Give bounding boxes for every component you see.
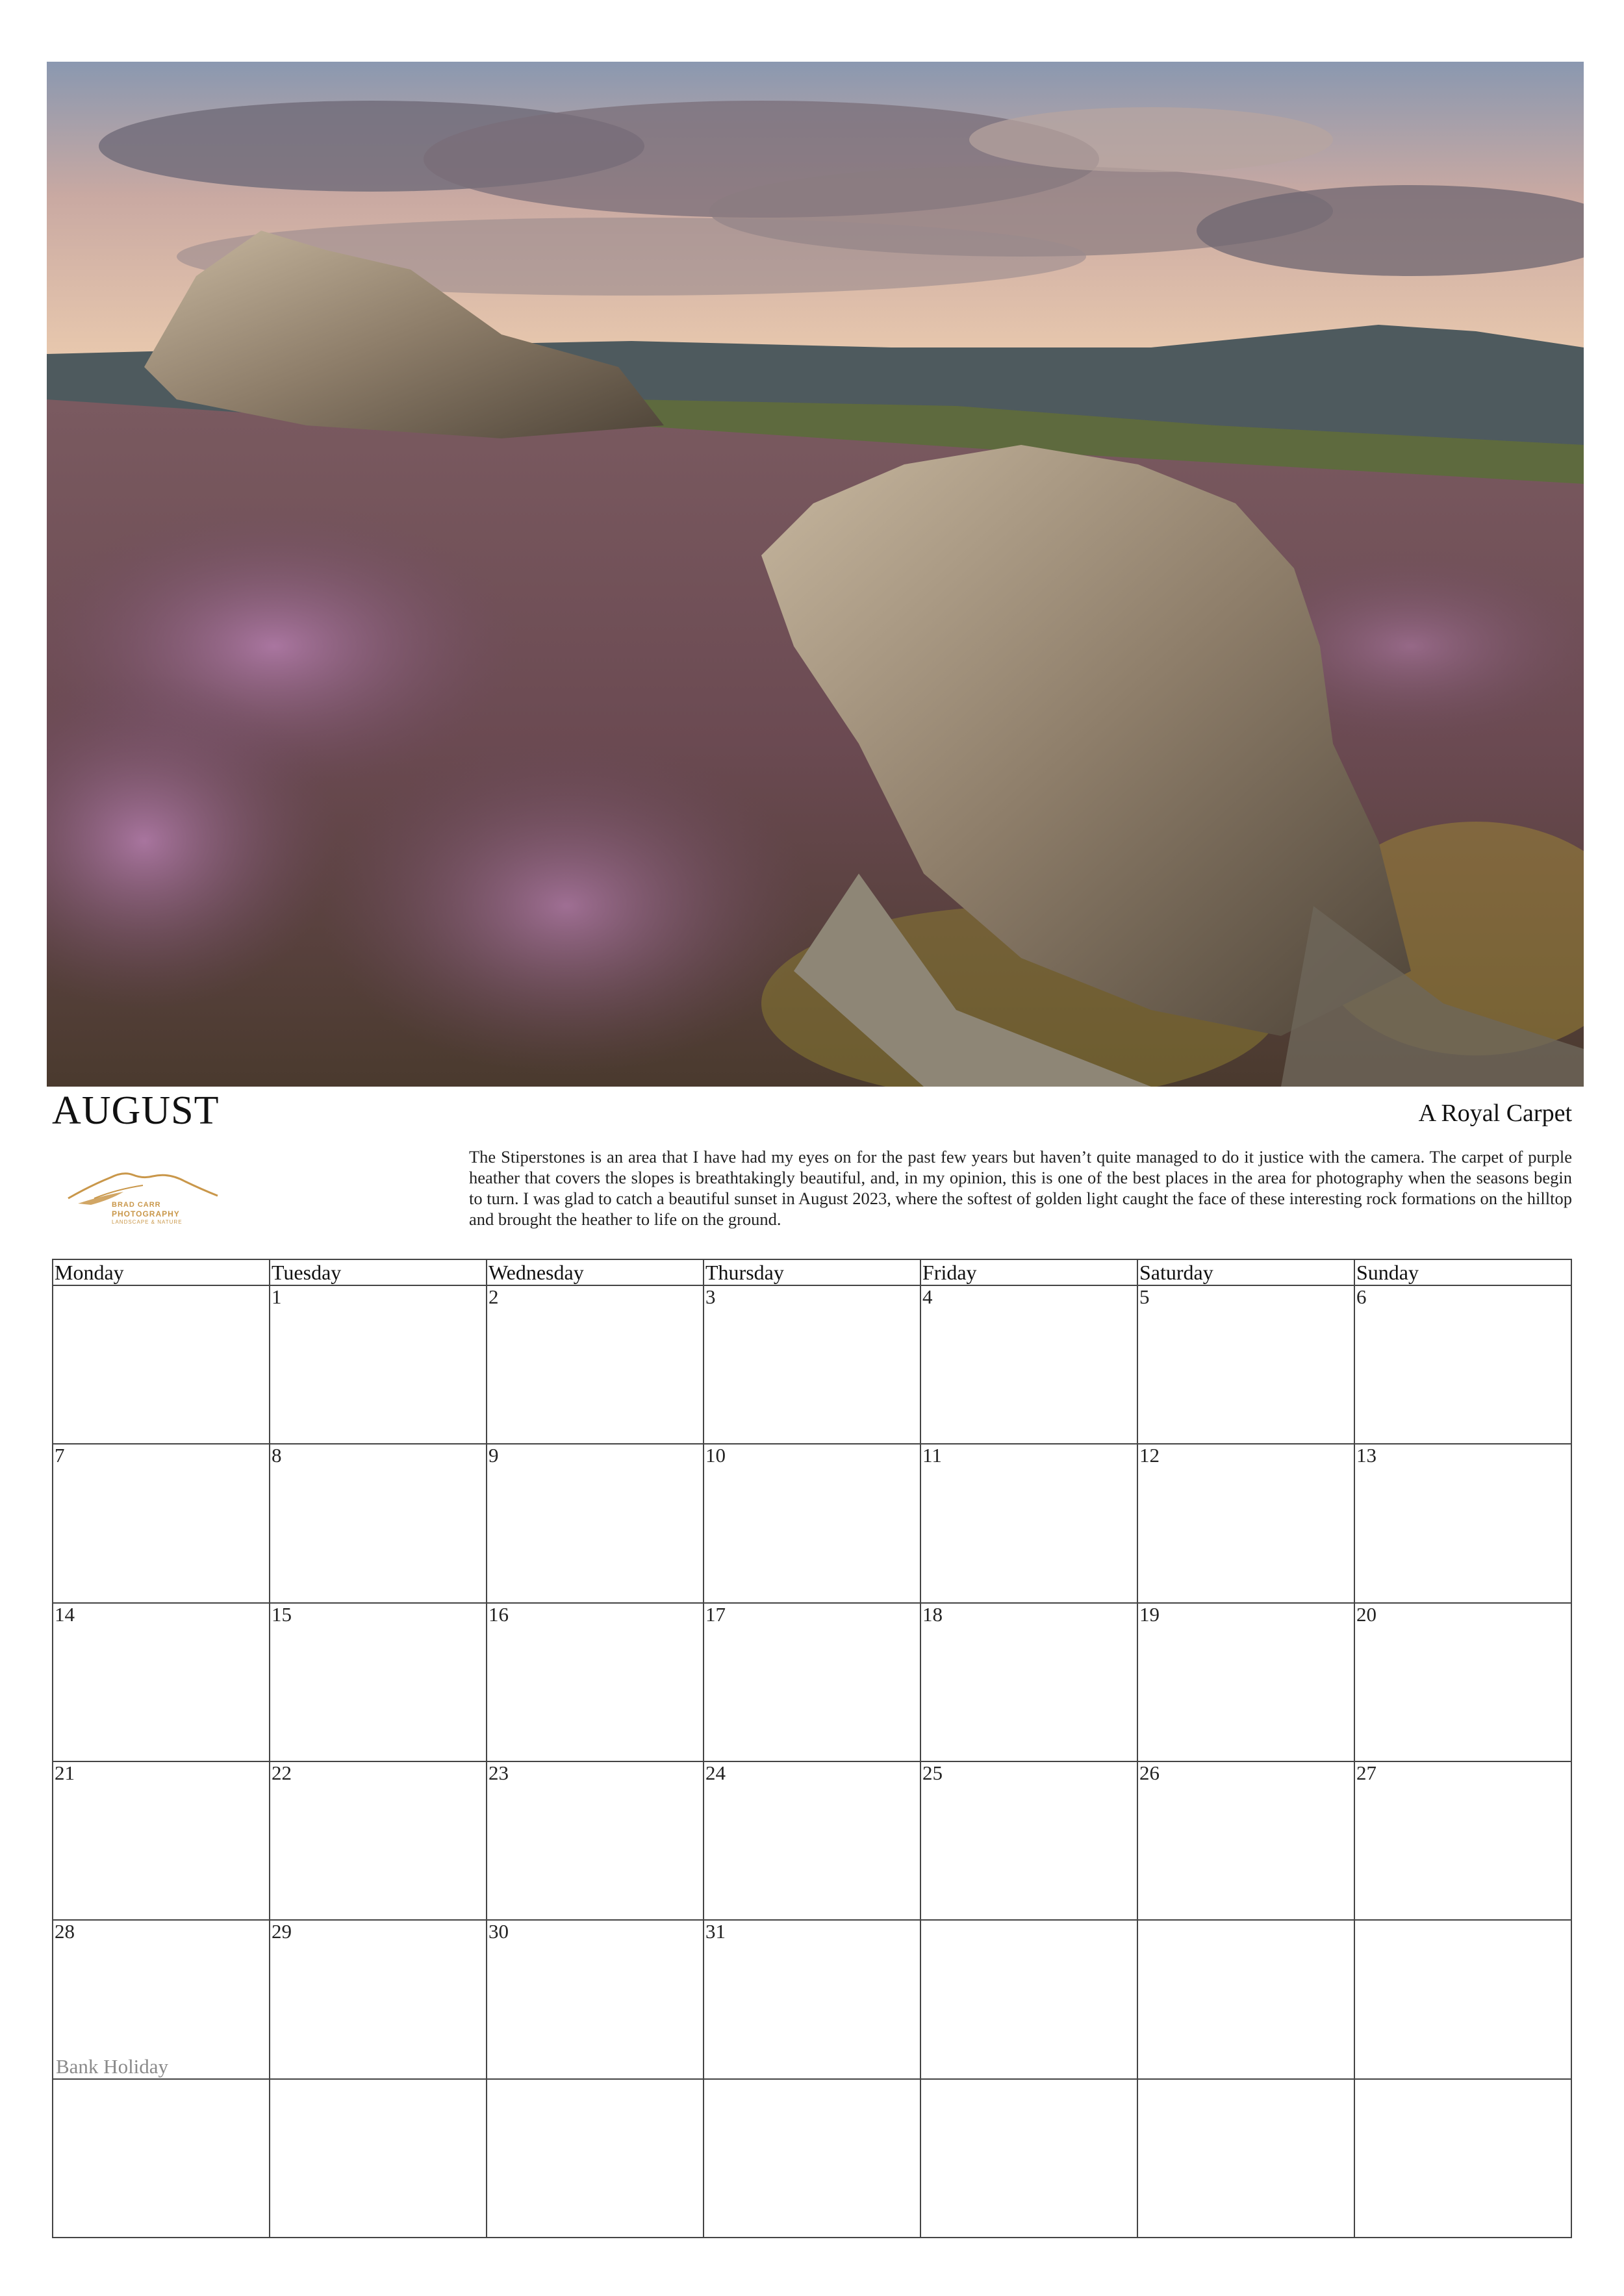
day-number: 23 bbox=[488, 1761, 509, 1784]
day-cell bbox=[53, 1444, 270, 1602]
landscape-photo bbox=[47, 62, 1584, 1087]
day-cell bbox=[1137, 1285, 1354, 1444]
day-cell bbox=[920, 1920, 1137, 2078]
day-cell bbox=[920, 1603, 1137, 1761]
day-cell bbox=[1137, 1761, 1354, 1920]
day-number: 30 bbox=[488, 1920, 509, 1943]
day-cell bbox=[920, 2079, 1137, 2238]
day-number: 1 bbox=[272, 1285, 282, 1308]
day-number: 7 bbox=[55, 1444, 65, 1467]
day-cell bbox=[53, 1603, 270, 1761]
week-row bbox=[53, 1920, 1571, 2078]
day-number: 13 bbox=[1356, 1444, 1377, 1467]
weekday-header: Wednesday bbox=[487, 1259, 704, 1285]
day-number: 27 bbox=[1356, 1761, 1377, 1784]
photo-description: The Stiperstones is an area that I have had my eyes on for the past few years but haven’t quite managed to do it justice with the camera. The carpet of purple heather that covers the slopes is breathtakingly beautiful, and, in my opinion, this is one of the best places in the area for photography when the seasons begin to turn. I was glad to catch a beautiful sunset in August 2023, where the softest of golden light caught the face of these interesting rock formations on the hilltop and brought the heather to life on the ground. bbox=[469, 1147, 1572, 1229]
calendar-body bbox=[53, 1285, 1571, 2238]
day-number: 28 bbox=[55, 1920, 75, 1943]
day-number: 10 bbox=[705, 1444, 726, 1467]
day-number: 31 bbox=[705, 1920, 726, 1943]
day-cell bbox=[487, 1761, 704, 1920]
week-row bbox=[53, 1444, 1571, 1602]
month-title: AUGUST bbox=[52, 1089, 220, 1133]
day-cell bbox=[1354, 1444, 1571, 1602]
day-number: 3 bbox=[705, 1285, 716, 1308]
day-number: 17 bbox=[705, 1602, 726, 1626]
day-number: 25 bbox=[922, 1761, 943, 1784]
weekday-header: Sunday bbox=[1354, 1259, 1571, 1285]
mountain-logo-icon bbox=[65, 1166, 221, 1206]
week-row bbox=[53, 1603, 1571, 1761]
day-cell bbox=[920, 1444, 1137, 1602]
logo-tagline: LANDSCAPE & NATURE bbox=[112, 1219, 183, 1225]
day-number: 22 bbox=[272, 1761, 292, 1784]
day-cell bbox=[704, 1603, 920, 1761]
day-cell bbox=[1137, 1603, 1354, 1761]
day-number: 16 bbox=[488, 1602, 509, 1626]
day-cell bbox=[487, 1603, 704, 1761]
day-cell bbox=[270, 1761, 487, 1920]
day-number: 12 bbox=[1139, 1444, 1160, 1467]
day-cell bbox=[1354, 1285, 1571, 1444]
day-number: 26 bbox=[1139, 1761, 1160, 1784]
week-row bbox=[53, 2079, 1571, 2238]
day-cell bbox=[53, 1285, 270, 1444]
day-number: 8 bbox=[272, 1444, 282, 1467]
weekday-header: Tuesday bbox=[270, 1259, 487, 1285]
day-cell bbox=[920, 1285, 1137, 1444]
day-cell bbox=[1137, 1920, 1354, 2078]
day-number: 11 bbox=[922, 1444, 942, 1467]
day-number: 15 bbox=[272, 1602, 292, 1626]
day-cell bbox=[53, 2079, 270, 2238]
day-cell bbox=[704, 1761, 920, 1920]
day-cell bbox=[487, 1285, 704, 1444]
day-cell bbox=[704, 1285, 920, 1444]
calendar-grid bbox=[52, 1259, 1572, 2238]
logo-name: BRAD CARR bbox=[112, 1201, 161, 1209]
logo-photography: PHOTOGRAPHY bbox=[112, 1209, 180, 1218]
day-number: 5 bbox=[1139, 1285, 1150, 1308]
day-cell bbox=[1354, 1920, 1571, 2078]
day-cell bbox=[270, 1920, 487, 2078]
day-cell bbox=[487, 1444, 704, 1602]
day-cell bbox=[270, 1603, 487, 1761]
week-row bbox=[53, 1761, 1571, 1920]
holiday-note: Bank Holiday bbox=[56, 2054, 169, 2078]
day-number: 29 bbox=[272, 1920, 292, 1943]
day-cell bbox=[704, 2079, 920, 2238]
week-row bbox=[53, 1285, 1571, 1444]
day-cell bbox=[1354, 2079, 1571, 2238]
weekday-header: Friday bbox=[920, 1259, 1137, 1285]
day-number: 20 bbox=[1356, 1602, 1377, 1626]
day-number: 2 bbox=[488, 1285, 499, 1308]
day-cell bbox=[270, 1444, 487, 1602]
day-cell bbox=[920, 1761, 1137, 1920]
weekday-header-row bbox=[53, 1259, 1571, 1285]
brand-logo bbox=[65, 1166, 221, 1234]
weekday-header: Thursday bbox=[704, 1259, 920, 1285]
weekday-header: Saturday bbox=[1137, 1259, 1354, 1285]
photo-title: A Royal Carpet bbox=[1418, 1100, 1572, 1127]
day-cell bbox=[53, 1920, 270, 2078]
day-cell bbox=[1137, 1444, 1354, 1602]
day-cell bbox=[1354, 1603, 1571, 1761]
day-number: 21 bbox=[55, 1761, 75, 1784]
day-number: 9 bbox=[488, 1444, 499, 1467]
day-cell bbox=[1137, 2079, 1354, 2238]
day-cell bbox=[704, 1444, 920, 1602]
day-cell bbox=[270, 1285, 487, 1444]
day-number: 19 bbox=[1139, 1602, 1160, 1626]
day-cell bbox=[1354, 1761, 1571, 1920]
day-cell bbox=[53, 1761, 270, 1920]
day-cell bbox=[487, 2079, 704, 2238]
day-cell bbox=[704, 1920, 920, 2078]
day-cell bbox=[270, 2079, 487, 2238]
day-number: 18 bbox=[922, 1602, 943, 1626]
day-number: 24 bbox=[705, 1761, 726, 1784]
day-cell bbox=[487, 1920, 704, 2078]
day-number: 14 bbox=[55, 1602, 75, 1626]
day-number: 4 bbox=[922, 1285, 933, 1308]
day-number: 6 bbox=[1356, 1285, 1367, 1308]
weekday-header: Monday bbox=[53, 1259, 270, 1285]
